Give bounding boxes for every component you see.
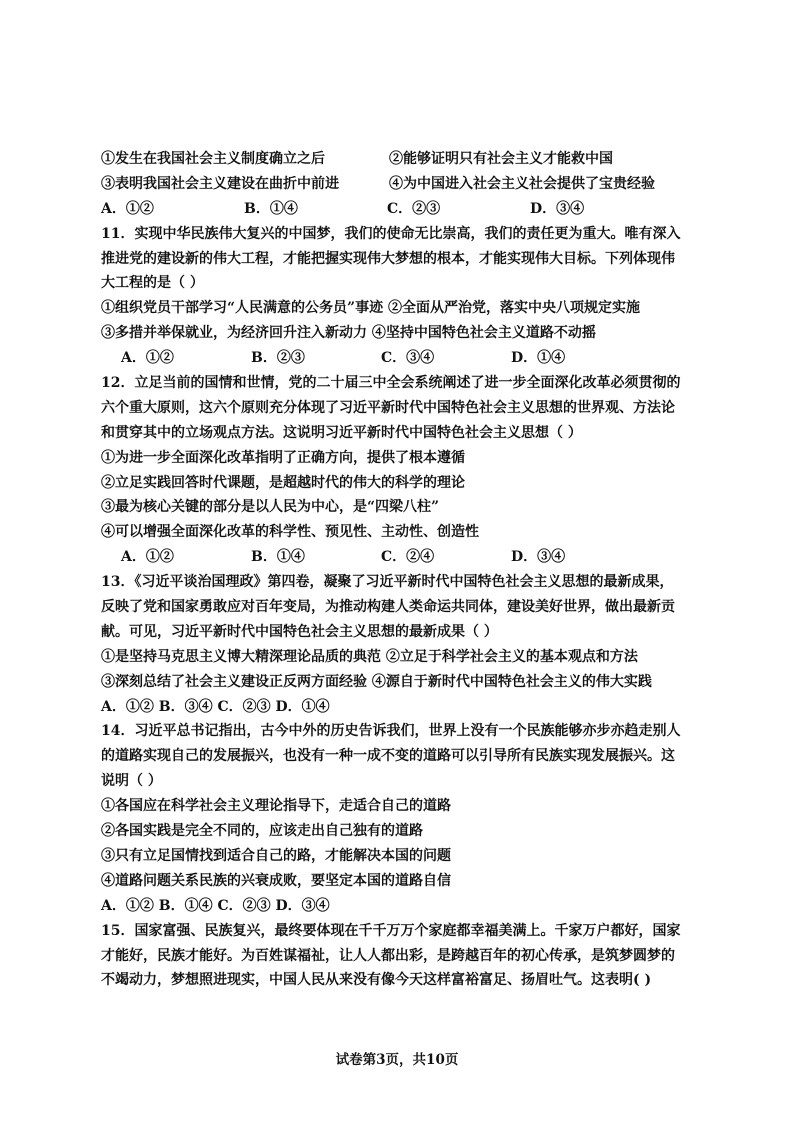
page-content	[101, 147, 711, 993]
q13-options-row-2: ③深刻总结了社会主义建设正反两方面经验 ④源自于新时代中国特色社会主义的伟大实践	[101, 673, 652, 690]
q15-stem-line-3: 不竭动力，梦想照进现实，中国人民从来没有像今天这样富裕富足、扬眉吐气。这表明( )	[101, 972, 652, 989]
q10-option-4: ④为中国进入社会主义社会提供了宝贵经验	[389, 175, 655, 192]
q15-stem-line-2: 才能好，民族才能好。为百姓谋福祉，让人人都出彩，是跨越百年的初心传承，是筑梦圆梦的	[101, 947, 675, 964]
q11-choice-a: A．①②	[121, 350, 174, 367]
q10-choice-c: C．②③	[387, 200, 441, 217]
q12-choice-d: D．③④	[511, 549, 566, 566]
q13-choices: A．①② B．③④ C．②③ D．①④	[101, 698, 330, 715]
q10-option-1: ①发生在我国社会主义制度确立之后	[101, 151, 325, 167]
q11-choices	[101, 346, 711, 371]
q14-stem-line-2: 的道路实现自己的发展振兴，也没有一种一成不变的道路可以引导所有民族实现发展振兴。这	[101, 748, 675, 765]
q10-choice-b: B．①④	[244, 200, 298, 217]
q10-choice-a: A．①②	[101, 200, 154, 217]
q12-choice-b: B．①④	[251, 549, 305, 566]
q12-stem-line-2: 六个重大原则，这六个原则充分体现了习近平新时代中国特色社会主义思想的世界观、方法论	[101, 399, 675, 416]
q12-stem-line-3: 和贯穿其中的立场观点方法。这说明习近平新时代中国特色社会主义思想（ ）	[101, 424, 582, 441]
q10-option-2: ②能够证明只有社会主义才能救中国	[389, 151, 613, 167]
q10-option-3: ③表明我国社会主义建设在曲折中前进	[101, 175, 339, 192]
q12-option-3: ③最为核心关键的部分是以人民为中心，是“四梁八柱”	[101, 499, 440, 516]
page-footer: 试卷第3页，共10页	[335, 1052, 459, 1068]
q12-option-1: ①为进一步全面深化改革指明了正确方向，提供了根本遵循	[101, 449, 465, 466]
q12-choices	[101, 545, 711, 570]
q10-options-row-1	[101, 147, 711, 172]
q11-choice-b: B．②③	[251, 350, 305, 367]
q11-stem-line-2: 推进党的建设新的伟大工程，才能把握实现伟大梦想的根本，才能实现伟大目标。下列体现伟	[101, 250, 675, 267]
q14-choices: A．①② B．①④ C．②③ D．③④	[101, 897, 330, 914]
q11-choice-c: C．③④	[381, 350, 435, 367]
q14-option-4: ④道路问题关系民族的兴衰成败，要坚定本国的道路自信	[101, 872, 451, 889]
q13-stem-line-3: 献。可见，习近平新时代中国特色社会主义思想的最新成果（ ）	[101, 623, 498, 640]
q15-stem-line-1: 15．国家富强、民族复兴，最终要体现在千千万万个家庭都幸福美满上。千家万户都好，国家	[101, 922, 681, 939]
q14-option-3: ③只有立足国情找到适合自己的路，才能解决本国的问题	[101, 847, 451, 864]
q12-option-4: ④可以增强全面深化改革的科学性、预见性、主动性、创造性	[101, 524, 479, 541]
q10-choices	[101, 197, 711, 222]
q11-stem-line-3: 大工程的是（ ）	[101, 275, 204, 292]
q14-option-1: ①各国应在科学社会主义理论指导下，走适合自己的道路	[101, 798, 451, 815]
q11-choice-d: D．①④	[511, 350, 566, 367]
q11-options-row-2: ③多措并举保就业，为经济回升注入新动力 ④坚持中国特色社会主义道路不动摇	[101, 325, 596, 342]
q12-choice-a: A．①②	[121, 549, 174, 566]
q12-option-2: ②立足实践回答时代课题，是超越时代的伟大的科学的理论	[101, 474, 465, 491]
q10-choice-d: D．③④	[530, 200, 585, 217]
q10-options-row-2	[101, 172, 711, 197]
q14-stem-line-3: 说明（ ）	[101, 773, 162, 790]
q11-options-row-1: ①组织党员干部学习“人民满意的公务员”事迹 ②全面从严治党，落实中央八项规定实施	[101, 300, 640, 317]
q14-stem-line-1: 14．习近平总书记指出，古今中外的历史告诉我们，世界上没有一个民族能够亦步亦趋走别人	[101, 723, 681, 740]
q13-stem-line-2: 反映了党和国家勇敢应对百年变局，为推动构建人类命运共同体，建设美好世界，做出最新贡	[101, 599, 675, 616]
q12-stem-line-1: 12．立足当前的国情和世情，党的二十届三中全会系统阐述了进一步全面深化改革必须贯彻的	[101, 375, 681, 392]
q13-stem-line-1: 13．《习近平谈治国理政》第四卷，凝聚了习近平新时代中国特色社会主义思想的最新成果，	[101, 574, 674, 591]
q13-options-row-1: ①是坚持马克思主义博大精深理论品质的典范 ②立足于科学社会主义的基本观点和方法	[101, 648, 638, 665]
q11-stem-line-1: 11．实现中华民族伟大复兴的中国梦，我们的使命无比崇高，我们的责任更为重大。唯有深入	[101, 225, 681, 242]
q14-option-2: ②各国实践是完全不同的，应该走出自己独有的道路	[101, 823, 423, 840]
q12-choice-c: C．②④	[381, 549, 435, 566]
